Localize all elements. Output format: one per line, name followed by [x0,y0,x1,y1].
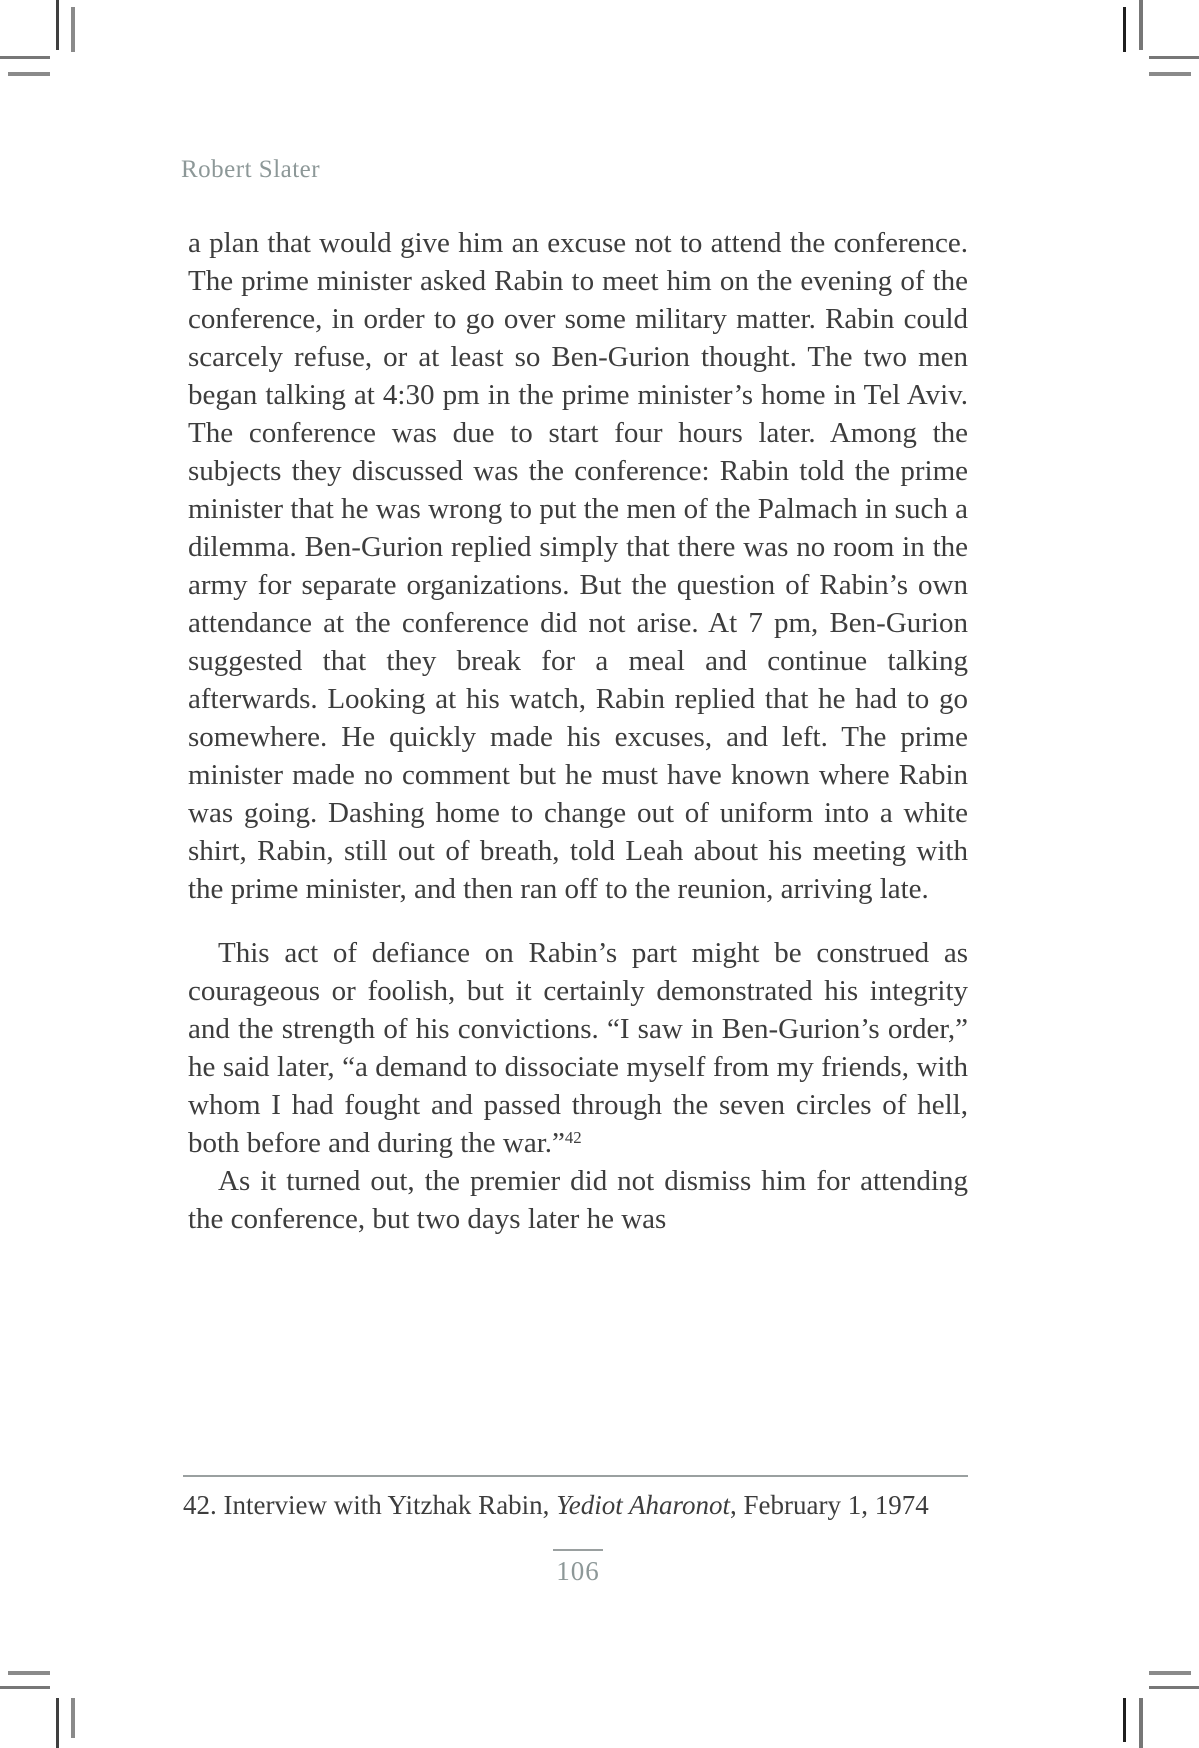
crop-mark-vertical [71,7,75,52]
page-number-block [188,1549,968,1587]
crop-mark-vertical [71,1698,75,1738]
crop-mark-vertical [1139,0,1143,50]
crop-mark-horizontal [8,72,50,76]
footnote-text-lead: 42. Interview with Yitzhak Rabin, [183,1490,557,1520]
footnote-divider-rule [183,1475,968,1477]
footnote-reference-superscript: 42 [564,1127,582,1147]
page-number-rule [553,1549,603,1551]
paragraph-1: a plan that would give him an excuse not to attend the conference. The prime minister asked Rabin to meet him on the evening of the conference, in order to go over some military matter. Rabin could scarcely refuse, or at least so Ben-Gurion thought. The two men began talking at 4:30 pm in the prime minister’s home in Tel Aviv. The conference was due to start four hours later. Among the subjects they discussed was the conference: Rabin told the prime minister that he was wrong to put the men of the Palmach in such a dilemma. Ben-Gurion replied simply that there was no room in the army for separate organizations. But the question of Rabin’s own attendance at the conference did not arise. At 7 pm, Ben-Gurion suggested that they break for a meal and continue talking afterwards. Looking at his watch, Rabin replied that he had to go somewhere. He quickly made his excuses, and left. The prime minister made no comment but he must have known where Rabin was going. Dashing home to change out of uniform into a white shirt, Rabin, still out of breath, told Leah about his meeting with the prime minister, and then ran off to the reunion, arriving late. [188,227,968,905]
paragraph-3: As it turned out, the premier did not dismiss him for attending the conference, but two days later he was [188,1165,968,1235]
paragraph-2-text: This act of defiance on Rabin’s part might be construed as courageous or foolish, but it certainly demonstrated his integrity and the strength of his convictions. “I saw in Ben-Gurion’s order,” he said later, “a demand to dissociate myself from my friends, with whom I had fought and passed through the seven circles of hell, both before and during the war.” [188,937,968,1159]
running-header-author: Robert Slater [181,156,321,183]
page-number: 106 [556,1556,600,1586]
crop-mark-vertical [1123,1698,1126,1742]
body-text-block [188,224,968,1238]
crop-mark-horizontal [1149,72,1191,76]
crop-mark-horizontal [1149,1686,1199,1689]
crop-mark-vertical [56,0,59,50]
crop-mark-vertical [56,1698,59,1748]
crop-mark-horizontal [0,1686,50,1689]
crop-mark-horizontal [0,56,50,59]
paragraph-2 [188,934,968,1162]
crop-mark-vertical [1123,7,1126,52]
crop-mark-horizontal [8,1671,50,1675]
footnote [183,1487,973,1523]
crop-mark-vertical [1139,1698,1143,1748]
crop-mark-horizontal [1149,1671,1191,1675]
footnote-text-tail: , February 1, 1974 [729,1490,929,1520]
crop-mark-horizontal [1149,56,1199,59]
footnote-publication-title: Yediot Aharonot [556,1490,730,1520]
